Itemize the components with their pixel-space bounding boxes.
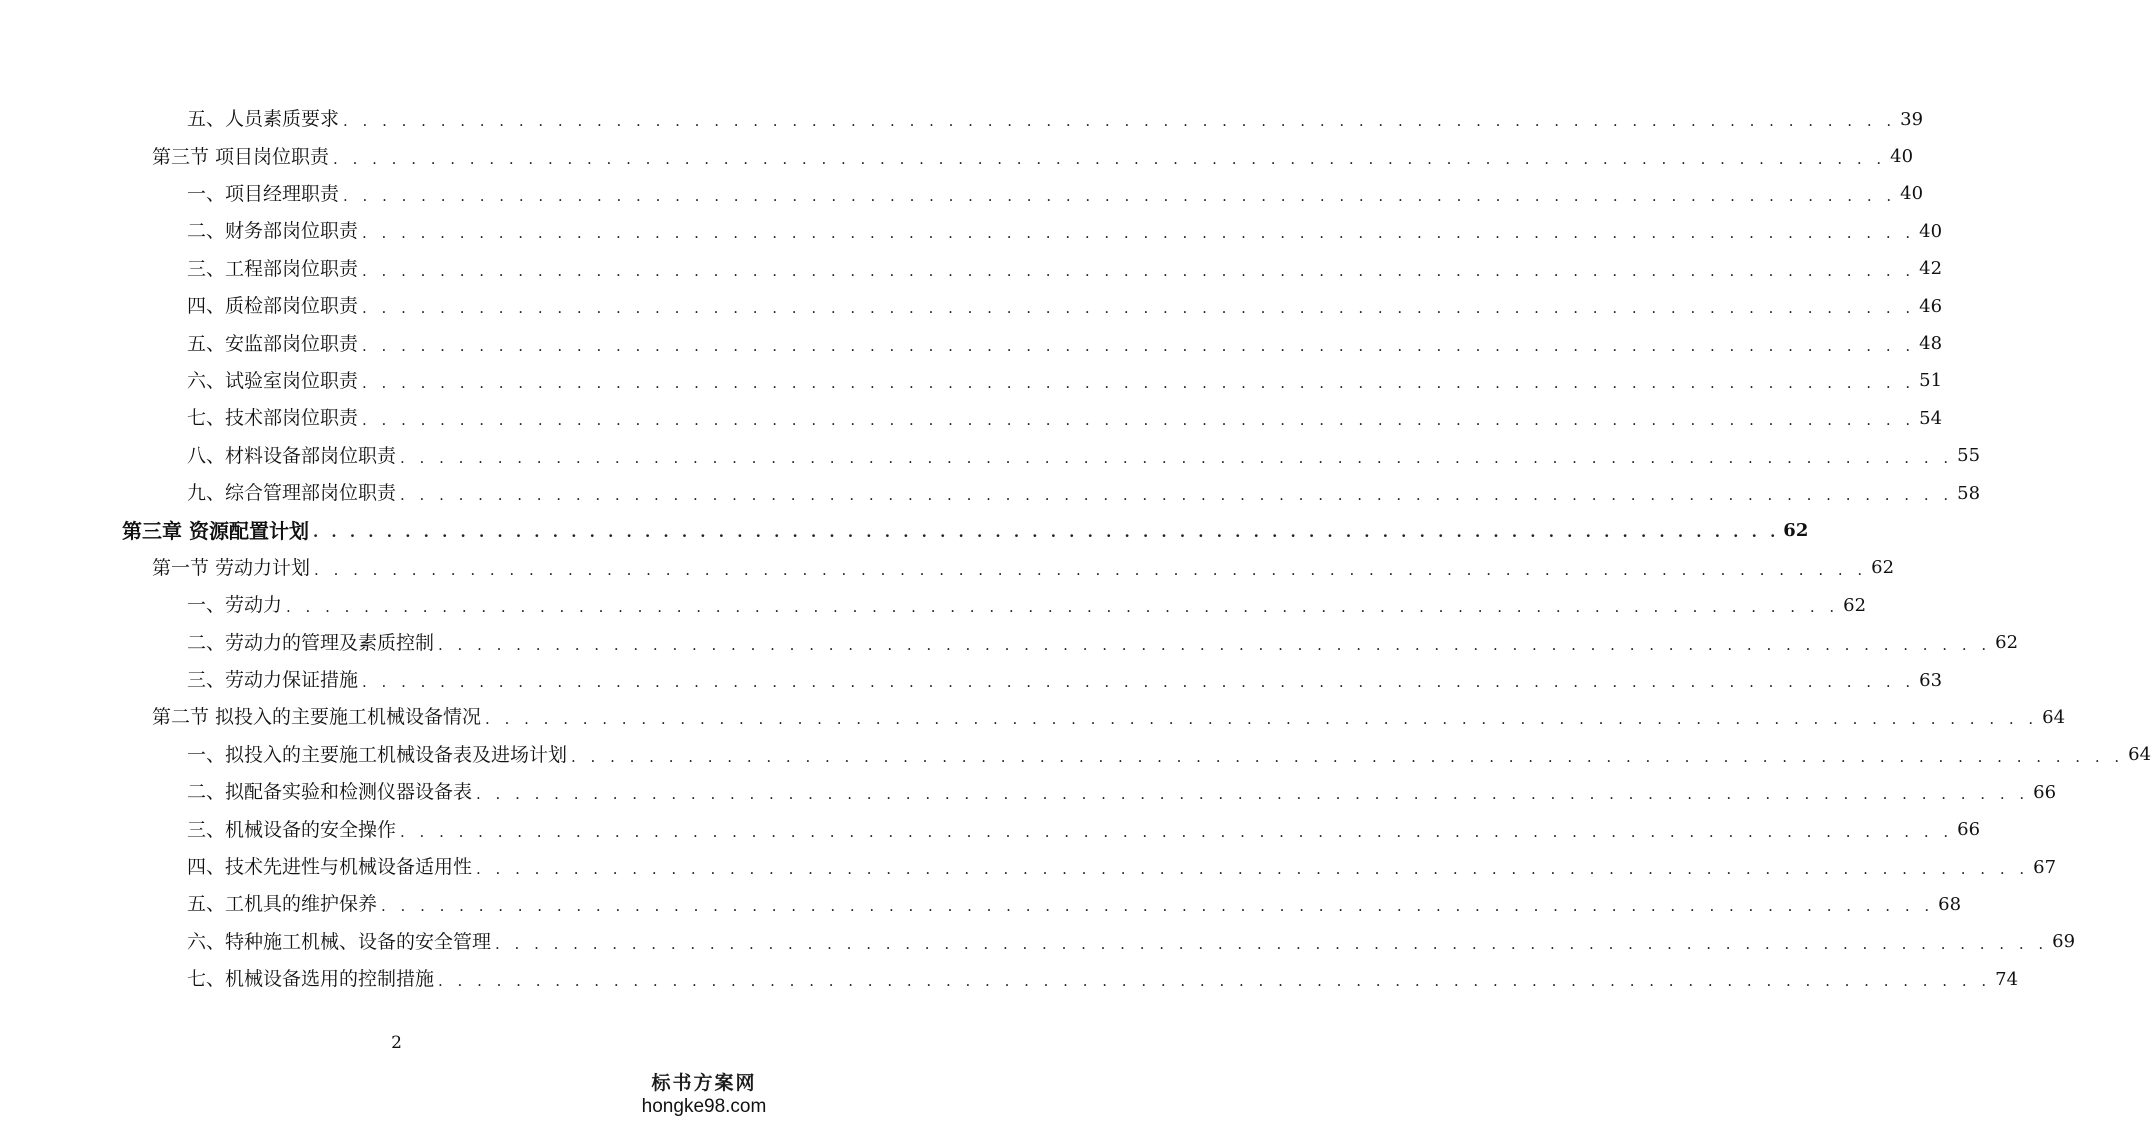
dot-leader: . . . . . . . . . . . . . . . . . . . . . . . . . . . . . . . . . . . . . . . . . . . . . . . . . . . . . . . . . . . . . . . . . . . . . . . . . . . . . . . .: [400, 486, 1954, 505]
toc-entry-title: 第三节 项目岗位职责: [152, 148, 333, 167]
toc-entry-page: 66: [1957, 819, 1981, 841]
dot-leader: . . . . . . . . . . . . . . . . . . . . . . . . . . . . . . . . . . . . . . . . . . . . . . . . . . . . . . . . . . . . . . . . . . . . . . . . . . . . . . . .: [400, 448, 1954, 467]
watermark-chinese-text: 标书方案网: [651, 1072, 757, 1094]
toc-entry[interactable]: [0, 774, 2057, 811]
toc-entry-title: 一、拟投入的主要施工机械设备表及进场计划: [187, 746, 571, 765]
toc-entry[interactable]: [0, 699, 2066, 736]
toc-entry-title: 六、试验室岗位职责: [187, 372, 362, 391]
toc-entry[interactable]: [0, 325, 1943, 362]
toc-entry-page: 46: [1919, 295, 1943, 317]
toc-entry-page: 62: [1783, 519, 1809, 541]
toc-entry-title: 六、特种施工机械、设备的安全管理: [187, 933, 495, 952]
toc-entry-page: 62: [1995, 632, 2019, 654]
toc-entry-page: 40: [1900, 183, 1924, 205]
toc-entry-page: 39: [1900, 108, 1924, 130]
toc-entry[interactable]: [0, 662, 1943, 699]
dot-leader: . . . . . . . . . . . . . . . . . . . . . . . . . . . . . . . . . . . . . . . . . . . . . . . . . . . . . . . . . . . . . . . . . . . . . . . . . . . . . . . .: [476, 860, 2030, 878]
toc-entry[interactable]: [0, 587, 1867, 624]
dot-leader: . . . . . . . . . . . . . . . . . . . . . . . . . . . . . . . . . . . . . . . . . . . . . . . . . . . . . . . . . . . . . . . . . . . . . . . . . . . . . . . .: [362, 673, 1916, 692]
table-of-contents: [0, 101, 2151, 998]
dot-leader: . . . . . . . . . . . . . . . . . . . . . . . . . . . . . . . . . . . . . . . . . . . . . . . . . . . . . . . . . . . . . . . . . . . . . . . . . . . . . . . .: [495, 934, 2049, 953]
dot-leader: . . . . . . . . . . . . . . . . . . . . . . . . . . . . . . . . . . . . . . . . . . . . . . . . . . . . . . . . . . . . . . . . . . . . . . . . . . . . . . . .: [362, 411, 1916, 430]
toc-entry-page: 62: [1843, 594, 1867, 616]
toc-entry[interactable]: [0, 475, 1981, 512]
toc-entry-page: 68: [1938, 893, 1962, 915]
toc-entry-page: 54: [1919, 407, 1943, 429]
toc-entry[interactable]: [0, 363, 1943, 400]
dot-leader: . . . . . . . . . . . . . . . . . . . . . . . . . . . . . . . . . . . . . . . . . . . . . . . . . . . . . . . . . . . . . . . . . . . . . . . . . . . . . . . .: [362, 224, 1916, 243]
toc-entry-title: 第二节 拟投入的主要施工机械设备情况: [152, 708, 485, 727]
dot-leader: . . . . . . . . . . . . . . . . . . . . . . . . . . . . . . . . . . . . . . . . . . . . . . . . . . . . . . . . . . . . . . . . . . . . . . . . . . . . . . . .: [333, 149, 1887, 168]
dot-leader: . . . . . . . . . . . . . . . . . . . . . . . . . . . . . . . . . . . . . . . . . . . . . . . . . . . . . . . . . . . . . . . . . . . . . . . . . . . . . . . .: [362, 299, 1916, 318]
toc-entry-page: 67: [2033, 856, 2057, 878]
toc-entry-page: 64: [2128, 744, 2151, 766]
dot-leader: . . . . . . . . . . . . . . . . . . . . . . . . . . . . . . . . . . . . . . . . . . . . . . . . . . . . . . . . . . . . . . . . . . . . . . . . . . . . . . . .: [343, 186, 1897, 205]
toc-entry-title: 五、安监部岗位职责: [187, 335, 362, 354]
toc-entry-page: 63: [1919, 669, 1943, 691]
toc-entry-page: 40: [1890, 146, 1914, 168]
dot-leader: . . . . . . . . . . . . . . . . . . . . . . . . . . . . . . . . . . . . . . . . . . . . . . . . . . . . . . . . . . . . . . . . . . . . . . . . . . . . . . . .: [286, 598, 1840, 617]
toc-entry[interactable]: [0, 961, 2019, 998]
toc-entry[interactable]: [0, 213, 1943, 250]
toc-entry[interactable]: [0, 438, 1981, 475]
page-number: 2: [391, 1033, 402, 1053]
dot-leader: . . . . . . . . . . . . . . . . . . . . . . . . . . . . . . . . . . . . . . . . . . . . . . . . . . . . . . . . . . . . . . . . . . . . . . . . . . . . . . . .: [485, 710, 2039, 729]
site-watermark: [629, 1068, 779, 1118]
toc-entry-title: 四、质检部岗位职责: [187, 297, 362, 316]
toc-entry[interactable]: [0, 849, 2057, 886]
toc-entry[interactable]: [0, 176, 1924, 213]
toc-entry-title: 八、材料设备部岗位职责: [187, 447, 400, 466]
dot-leader: . . . . . . . . . . . . . . . . . . . . . . . . . . . . . . . . . . . . . . . . . . . . . . . . . . . . . . . . . . . . . . . . . . . . . . . . . . . . . . . .: [381, 897, 1935, 916]
dot-leader: . . . . . . . . . . . . . . . . . . . . . . . . . . . . . . . . . . . . . . . . . . . . . . . . . . . . . . . . . . . . . . . . . . . . . . . . . . . . . . . .: [314, 560, 1868, 579]
toc-entry-page: 40: [1919, 220, 1943, 242]
watermark-url-text: hongke98.com: [641, 1096, 767, 1117]
toc-entry-page: 69: [2052, 931, 2076, 953]
toc-entry[interactable]: [0, 400, 1943, 437]
toc-entry-page: 58: [1957, 482, 1981, 504]
toc-entry-title: 七、机械设备选用的控制措施: [187, 970, 438, 989]
toc-entry-title: 二、财务部岗位职责: [187, 222, 362, 241]
toc-entry[interactable]: [0, 886, 1962, 923]
toc-entry-title: 一、劳动力: [187, 596, 286, 615]
toc-entry-page: 55: [1957, 445, 1981, 467]
toc-entry[interactable]: [0, 624, 2019, 661]
toc-entry-title: 五、人员素质要求: [187, 110, 343, 129]
toc-entry-page: 62: [1871, 557, 1895, 579]
toc-entry-page: 48: [1919, 333, 1943, 355]
toc-entry-title: 第一节 劳动力计划: [152, 559, 314, 578]
toc-entry[interactable]: [0, 101, 1924, 138]
toc-entry-title: 九、综合管理部岗位职责: [187, 484, 400, 503]
dot-leader: . . . . . . . . . . . . . . . . . . . . . . . . . . . . . . . . . . . . . . . . . . . . . . . . . . . . . . . . . . . . . . . . . . . . . . . . . . . . . . . .: [476, 785, 2030, 804]
toc-entry-title: 二、拟配备实验和检测仪器设备表: [187, 783, 476, 802]
toc-entry[interactable]: [0, 288, 1943, 325]
toc-entry-page: 66: [2033, 781, 2057, 803]
toc-entry-title: 五、工机具的维护保养: [187, 895, 381, 914]
toc-entry-title: 三、劳动力保证措施: [187, 671, 362, 690]
toc-entry[interactable]: [0, 924, 2076, 961]
dot-leader: . . . . . . . . . . . . . . . . . . . . . . . . . . . . . . . . . . . . . . . . . . . . . . . . . . . . . . . . . . . . . . . . . . . . . . . . . . . . . . . .: [400, 822, 1954, 841]
toc-entry[interactable]: [0, 550, 1895, 587]
dot-leader: . . . . . . . . . . . . . . . . . . . . . . . . . . . . . . . . . . . . . . . . . . . . . . . . . . . . . . . . . . . . . . . . . . . . . . . . . . . . . . . .: [571, 747, 2125, 766]
dot-leader: . . . . . . . . . . . . . . . . . . . . . . . . . . . . . . . . . . . . . . . . . . . . . . . . . . . . . . . . . . . . . . . . . . . . . . . . . . . . . . . .: [362, 336, 1916, 355]
dot-leader: . . . . . . . . . . . . . . . . . . . . . . . . . . . . . . . . . . . . . . . . . . . . . . . . . . . . . . . . . . . . . . . . . . . . . . . . . . . . . . . .: [362, 261, 1916, 280]
toc-entry[interactable]: [0, 251, 1943, 288]
toc-entry-title: 二、劳动力的管理及素质控制: [187, 634, 438, 653]
toc-entry-page: 74: [1995, 968, 2019, 990]
toc-entry[interactable]: [0, 811, 1981, 848]
toc-entry-page: 64: [2042, 706, 2066, 728]
dot-leader: . . . . . . . . . . . . . . . . . . . . . . . . . . . . . . . . . . . . . . . . . . . . . . . . . . . . . . . . . . . . . . . . . . . . . . . . . . . . . . . .: [438, 635, 1992, 654]
dot-leader: . . . . . . . . . . . . . . . . . . . . . . . . . . . . . . . . . . . . . . . . . . . . . . . . . . . . . . . . . . . . . . . . . . . . . . . . . . . . . . . .: [343, 112, 1897, 131]
toc-entry-title: 第三章 资源配置计划: [122, 521, 313, 541]
toc-entry-title: 一、项目经理职责: [187, 185, 343, 204]
toc-entry-title: 七、技术部岗位职责: [187, 409, 362, 428]
dot-leader: . . . . . . . . . . . . . . . . . . . . . . . . . . . . . . . . . . . . . . . . . . . . . . . . . . . . . . . . . . . . . . . . . . . . . . . . . . . . . . . .: [438, 972, 1992, 991]
dot-leader: . . . . . . . . . . . . . . . . . . . . . . . . . . . . . . . . . . . . . . . . . . . . . . . . . . . . . . . . . . . . . . . . . . . . . . . . . . . . . . . .: [312, 523, 1780, 542]
dot-leader: . . . . . . . . . . . . . . . . . . . . . . . . . . . . . . . . . . . . . . . . . . . . . . . . . . . . . . . . . . . . . . . . . . . . . . . . . . . . . . . .: [362, 373, 1916, 392]
toc-entry[interactable]: [0, 138, 1914, 175]
toc-entry-page: 42: [1919, 258, 1943, 280]
toc-entry-title: 四、技术先进性与机械设备适用性: [187, 858, 476, 877]
toc-entry[interactable]: [0, 512, 1809, 549]
toc-entry-title: 三、工程部岗位职责: [187, 260, 362, 279]
toc-entry[interactable]: [0, 737, 2151, 774]
toc-entry-page: 51: [1919, 370, 1943, 392]
toc-entry-title: 三、机械设备的安全操作: [187, 821, 400, 840]
